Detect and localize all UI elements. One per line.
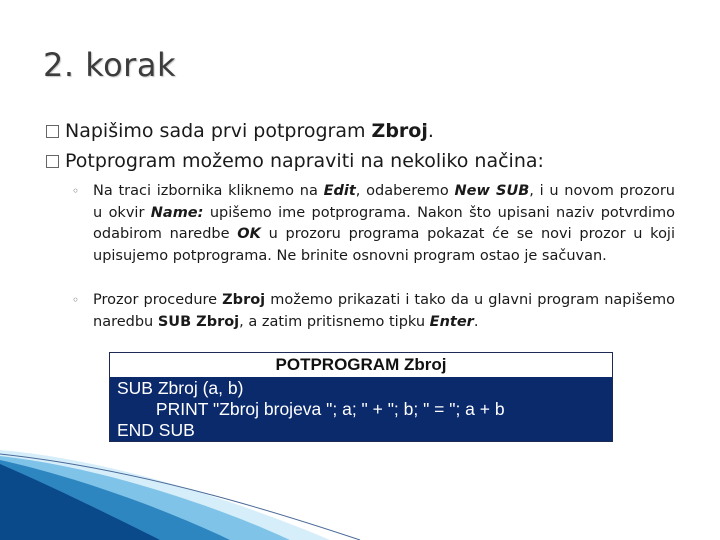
square-bullet-icon [46,155,59,168]
emphasis-text: Zbroj [222,292,266,308]
emphasis-text: Name: [150,204,204,221]
sub-bullet-1 [72,181,675,267]
text-run: Prozor procedure [93,292,223,308]
code-line: PRINT "Zbroj brojeva "; a; " + "; b; " = "; a + b [117,399,505,419]
bullet-text-after: . [427,120,434,142]
text-run: upišemo ime potprograma. Nakon što upisani naziv potvrdimo odabirom naredbe [93,204,675,242]
emphasis-text: New SUB [454,183,530,199]
sub-bullet-text [93,290,675,333]
code-panel [109,352,613,442]
sub-bullet-2 [72,290,675,333]
text-run: , a zatim pritisnemo tipku [239,313,430,330]
slide-title: 2. korak [43,46,176,84]
emphasis-text: SUB Zbroj [157,313,240,330]
text-run: u prozoru programa pokazat će se novi prozor u koji upisujemo potprograma. Ne brinite osnovni program ostao je sačuvan. [93,226,675,264]
text-run: Na traci izbornika kliknemo na [93,183,324,199]
emphasis-text: Enter [429,313,474,330]
sub-bullet-text [93,181,675,267]
bullet-bold-word: Zbroj [371,120,428,142]
ring-bullet-icon: ◦ [72,293,80,307]
bullet-item-1 [46,119,434,143]
text-run: , i u novom prozoru u okvir [93,183,675,221]
text-run: možemo prikazati i tako da u glavni program napišemo naredbu [93,292,675,330]
code-panel-header: POTPROGRAM Zbroj [110,353,612,377]
text-run: . [473,313,479,330]
emphasis-text: OK [237,226,261,242]
ring-bullet-icon: ◦ [72,184,80,198]
text-run: , odaberemo [355,183,455,199]
bullet-text-before: Napišimo sada prvi potprogram [65,120,372,142]
square-bullet-icon [46,125,59,138]
bullet-text: Potprogram možemo napraviti na nekoliko načina: [65,150,544,172]
code-line: END SUB [117,420,195,440]
emphasis-text: Edit [323,183,356,199]
code-line: SUB Zbroj (a, b) [117,378,244,398]
bullet-item-2 [46,149,544,173]
decorative-wave-graphic [0,450,720,540]
code-panel-body [110,377,612,441]
